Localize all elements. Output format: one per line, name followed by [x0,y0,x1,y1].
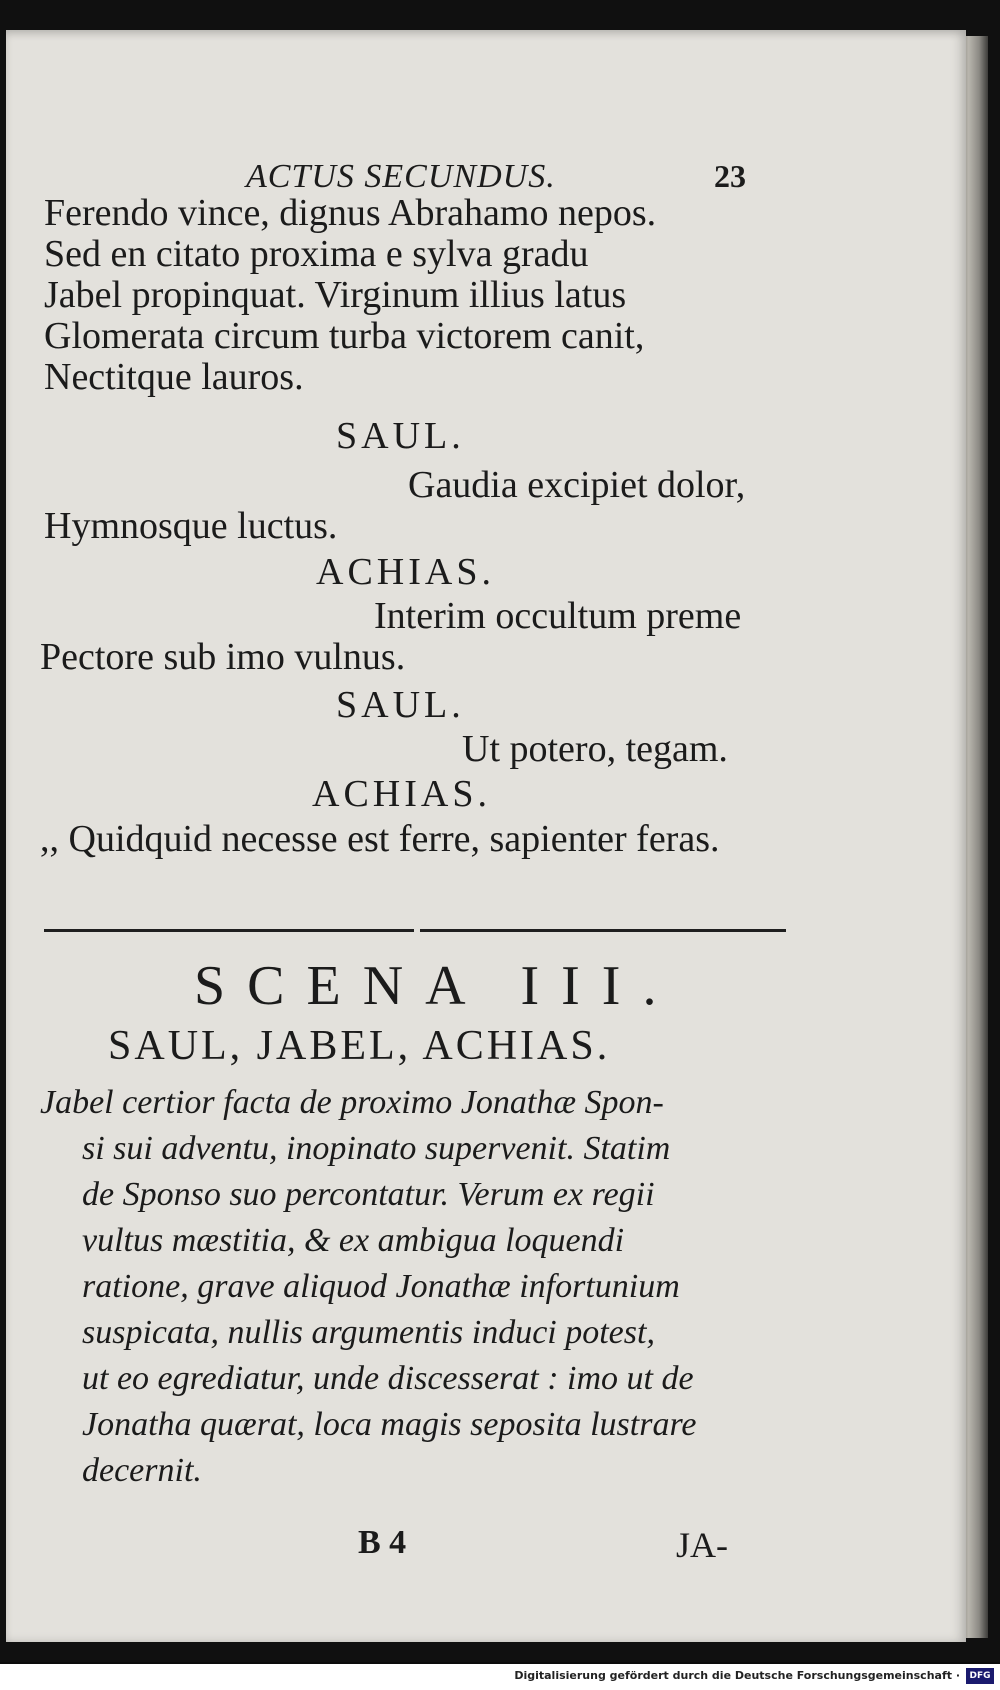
argument-line: decernit. [82,1452,202,1489]
speaker-name: SAUL. [336,415,465,457]
verse-line: Gaudia excipiet dolor, [408,464,746,506]
argument-line: vultus mæstitia, & ex ambigua loquendi [82,1222,625,1259]
verse-line: Nectitque lauros. [44,356,304,398]
divider-rule-right [420,929,786,932]
catchword: JA- [676,1525,728,1565]
verse-line: Hymnosque luctus. [44,505,338,547]
verse-line: Pectore sub imo vulnus. [40,636,406,678]
argument-line: ratione, grave aliquod Jonathæ infortunium [82,1268,680,1305]
page-number: 23 [714,158,746,194]
verse-line: ,, Quidquid necesse est ferre, sapienter feras. [40,818,720,860]
verse-line: Glomerata circum turba victorem canit, [44,315,645,357]
dfg-logo-icon: DFG [966,1668,994,1684]
argument-line: si sui adventu, inopinato supervenit. Statim [82,1130,671,1167]
argument-line: Jonatha quærat, loca magis seposita lustrare [82,1406,697,1443]
argument-line: Jabel certior facta de proximo Jonathæ Spon- [40,1084,664,1121]
signature-mark: B 4 [358,1524,407,1561]
verse-line: Interim occultum preme [374,595,742,637]
argument-line: suspicata, nullis argumentis induci potest, [82,1314,655,1351]
argument-line: ut eo egrediatur, unde discesserat : imo ut de [82,1360,694,1397]
divider-rule-left [44,929,414,932]
running-head [6,142,966,195]
speaker-name: SAUL. [336,684,465,726]
book-page [6,30,966,1642]
verse-line: Ferendo vince, dignus Abrahamo nepos. [44,192,657,234]
digitization-notice: Digitalisierung gefördert durch die Deutsche Forschungsgemeinschaft · [514,1669,960,1682]
scene-persons: SAUL, JABEL, ACHIAS. [108,1023,611,1069]
digitization-footer [0,1664,1000,1690]
verse-line: Ut potero, tegam. [462,728,728,770]
speaker-name: ACHIAS. [316,551,495,593]
speaker-name: ACHIAS. [312,773,491,815]
scene-title: SCENA III. [194,955,679,1017]
verse-line: Sed en citato proxima e sylva gradu [44,233,589,275]
argument-line: de Sponso suo percontatur. Verum ex regii [82,1176,655,1213]
running-head-title: ACTUS SECUNDUS. [246,158,556,195]
verse-line: Jabel propinquat. Virginum illius latus [44,274,627,316]
